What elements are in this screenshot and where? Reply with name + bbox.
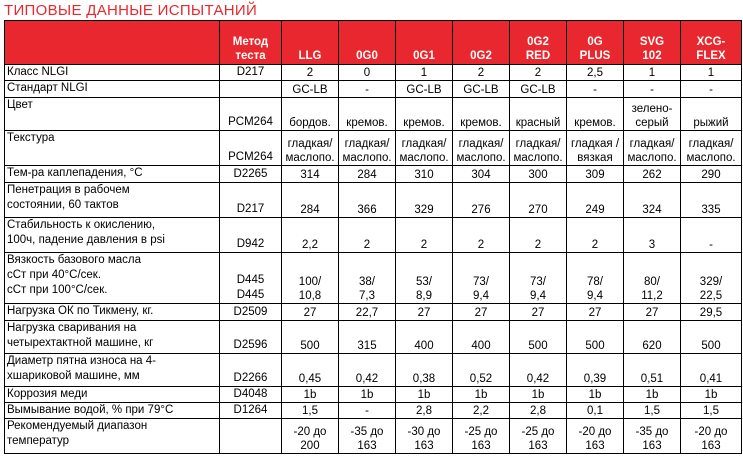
method-cell: D2265 (220, 166, 282, 183)
value-cell: 0,51 (624, 354, 681, 387)
value-cell: - (681, 81, 742, 98)
value-cell: 300 (510, 166, 567, 183)
value-cell: гладкая / вязкая (567, 131, 624, 166)
value-cell: - (681, 218, 742, 253)
value-cell: - (624, 81, 681, 98)
value-cell: 27 (453, 304, 510, 321)
value-cell: 249 (567, 183, 624, 218)
parameter-cell: Пенетрация в рабочем состоянии, 60 тактов (5, 183, 220, 218)
value-cell: GC-LB (453, 81, 510, 98)
value-cell: 620 (624, 321, 681, 354)
method-cell: D217 (220, 183, 282, 218)
table-row (5, 166, 742, 183)
value-cell: 80/ 11,2 (624, 253, 681, 304)
value-cell: GC-LB (282, 81, 339, 98)
value-cell: - (339, 403, 396, 419)
value-cell: 3 (624, 218, 681, 253)
value-cell: -20 до 163 (567, 419, 624, 454)
value-cell: 0,45 (282, 354, 339, 387)
method-cell (220, 419, 282, 454)
value-cell: 27 (282, 304, 339, 321)
parameter-cell: Цвет (5, 98, 220, 131)
header-product: 0G0 (339, 21, 396, 65)
parameter-cell: Коррозия меди (5, 387, 220, 403)
value-cell: 309 (567, 166, 624, 183)
value-cell: 0,39 (567, 354, 624, 387)
method-cell: PCM264 (220, 131, 282, 166)
method-cell: D1264 (220, 403, 282, 419)
value-cell: 0 (339, 65, 396, 81)
header-product: 0G1 (396, 21, 453, 65)
value-cell: гладкая/ маслопо. (624, 131, 681, 166)
table-row (5, 81, 742, 98)
table-row (5, 419, 742, 454)
value-cell: 1b (339, 387, 396, 403)
method-cell: D942 (220, 218, 282, 253)
table-row (5, 253, 742, 304)
table-row (5, 218, 742, 253)
table-row (5, 387, 742, 403)
value-cell: 304 (453, 166, 510, 183)
value-cell: 276 (453, 183, 510, 218)
method-cell: D217 (220, 65, 282, 81)
value-cell: 1b (282, 387, 339, 403)
header-product: 0G2 RED (510, 21, 567, 65)
value-cell: GC-LB (510, 81, 567, 98)
value-cell: 2,8 (396, 403, 453, 419)
value-cell: 0,1 (567, 403, 624, 419)
value-cell: 0,38 (396, 354, 453, 387)
value-cell: 1b (453, 387, 510, 403)
parameter-cell: Стандарт NLGI (5, 81, 220, 98)
value-cell: 500 (282, 321, 339, 354)
method-cell: D445 D445 (220, 253, 282, 304)
parameter-cell: Рекомендуемый диапазон температур (5, 419, 220, 454)
method-cell: PCM264 (220, 98, 282, 131)
value-cell: GC-LB (396, 81, 453, 98)
method-cell: D2596 (220, 321, 282, 354)
value-cell: 1 (624, 65, 681, 81)
value-cell: -25 до 163 (453, 419, 510, 454)
value-cell: 335 (681, 183, 742, 218)
value-cell: 27 (624, 304, 681, 321)
value-cell: - (567, 81, 624, 98)
value-cell: 2 (453, 65, 510, 81)
value-cell: кремов. (339, 98, 396, 131)
value-cell: 0,42 (339, 354, 396, 387)
value-cell: гладкая/ маслопо. (510, 131, 567, 166)
value-cell: 27 (510, 304, 567, 321)
parameter-cell: Текстура (5, 131, 220, 166)
value-cell: -20 до 200 (282, 419, 339, 454)
header-product: 0G2 (453, 21, 510, 65)
value-cell: 38/ 7,3 (339, 253, 396, 304)
value-cell: 2 (453, 218, 510, 253)
table-row (5, 354, 742, 387)
value-cell: 500 (681, 321, 742, 354)
parameter-cell: Тем-ра каплепадения, °C (5, 166, 220, 183)
parameter-cell: Вязкость базового масла сСт при 40°С/сек. сСт при 100°С/сек. (5, 253, 220, 304)
header-product: LLG (282, 21, 339, 65)
value-cell: -35 до 163 (339, 419, 396, 454)
value-cell: 53/ 8,9 (396, 253, 453, 304)
value-cell: 284 (339, 166, 396, 183)
value-cell: 1,5 (282, 403, 339, 419)
header-parameter (5, 21, 220, 65)
value-cell: красный (510, 98, 567, 131)
value-cell: 0,42 (510, 354, 567, 387)
value-cell: гладкая/ маслопо. (681, 131, 742, 166)
value-cell: - (339, 81, 396, 98)
value-cell: 78/ 9,4 (567, 253, 624, 304)
parameter-cell: Стабильность к окислению, 100ч, падение давления в psi (5, 218, 220, 253)
value-cell: 2 (282, 65, 339, 81)
value-cell: -20 до 163 (681, 419, 742, 454)
value-cell: 262 (624, 166, 681, 183)
table-row (5, 304, 742, 321)
value-cell: кремов. (567, 98, 624, 131)
method-cell (220, 81, 282, 98)
table-row (5, 131, 742, 166)
value-cell: 2,5 (567, 65, 624, 81)
value-cell: 284 (282, 183, 339, 218)
test-data-table (4, 20, 742, 454)
value-cell: 329 (396, 183, 453, 218)
value-cell: 2 (396, 218, 453, 253)
value-cell: 22,7 (339, 304, 396, 321)
value-cell: 2 (510, 65, 567, 81)
value-cell: гладкая/ маслопо. (453, 131, 510, 166)
value-cell: 29,5 (681, 304, 742, 321)
table-row (5, 403, 742, 419)
parameter-cell: Нагрузка сваривания на четырехтактной машине, кг (5, 321, 220, 354)
value-cell: 27 (396, 304, 453, 321)
value-cell: 1 (681, 65, 742, 81)
value-cell: 314 (282, 166, 339, 183)
value-cell: 73/ 9,4 (510, 253, 567, 304)
parameter-cell: Класс NLGI (5, 65, 220, 81)
value-cell: 400 (453, 321, 510, 354)
parameter-cell: Нагрузка ОК по Тикмену, кг. (5, 304, 220, 321)
value-cell: 315 (339, 321, 396, 354)
page-title: ТИПОВЫЕ ДАННЫЕ ИСПЫТАНИЙ (4, 2, 258, 19)
table-row (5, 321, 742, 354)
value-cell: -25 до 163 (510, 419, 567, 454)
value-cell: 0,52 (453, 354, 510, 387)
value-cell: 2,2 (282, 218, 339, 253)
value-cell: гладкая/ маслопо. (339, 131, 396, 166)
value-cell: 1b (681, 387, 742, 403)
value-cell: 100/ 10,8 (282, 253, 339, 304)
value-cell: зелено- серый (624, 98, 681, 131)
value-cell: 324 (624, 183, 681, 218)
parameter-cell: Диаметр пятна износа на 4- хшариковой машине, мм (5, 354, 220, 387)
value-cell: 0,41 (681, 354, 742, 387)
value-cell: гладкая/ маслопо. (282, 131, 339, 166)
value-cell: 366 (339, 183, 396, 218)
value-cell: -30 до 163 (396, 419, 453, 454)
value-cell: 73/ 9,4 (453, 253, 510, 304)
method-cell: D2509 (220, 304, 282, 321)
method-cell: D4048 (220, 387, 282, 403)
value-cell: 290 (681, 166, 742, 183)
value-cell: 1b (567, 387, 624, 403)
value-cell: 1b (510, 387, 567, 403)
value-cell: 1,5 (624, 403, 681, 419)
header-product: SVG 102 (624, 21, 681, 65)
parameter-cell: Вымывание водой, % при 79°С (5, 403, 220, 419)
value-cell: 27 (567, 304, 624, 321)
value-cell: 1b (396, 387, 453, 403)
value-cell: 2,8 (510, 403, 567, 419)
value-cell: 500 (567, 321, 624, 354)
value-cell: 329/ 22,5 (681, 253, 742, 304)
value-cell: кремов. (453, 98, 510, 131)
value-cell: 2 (510, 218, 567, 253)
value-cell: 1 (396, 65, 453, 81)
value-cell: 1b (624, 387, 681, 403)
method-cell: D2266 (220, 354, 282, 387)
header-product: 0G PLUS (567, 21, 624, 65)
value-cell: 2 (567, 218, 624, 253)
value-cell: -35 до 163 (624, 419, 681, 454)
value-cell: 2 (339, 218, 396, 253)
value-cell: 400 (396, 321, 453, 354)
table-row (5, 65, 742, 81)
value-cell: кремов. (396, 98, 453, 131)
value-cell: 310 (396, 166, 453, 183)
table-header-row (5, 21, 742, 65)
table-row (5, 183, 742, 218)
value-cell: гладкая/ маслопо. (396, 131, 453, 166)
value-cell: 2,2 (453, 403, 510, 419)
value-cell: 270 (510, 183, 567, 218)
value-cell: бордов. (282, 98, 339, 131)
table-row (5, 98, 742, 131)
value-cell: 1,5 (681, 403, 742, 419)
header-method: Метод теста (220, 21, 282, 65)
value-cell: рыжий (681, 98, 742, 131)
value-cell: 500 (510, 321, 567, 354)
header-product: XCG- FLEX (681, 21, 742, 65)
